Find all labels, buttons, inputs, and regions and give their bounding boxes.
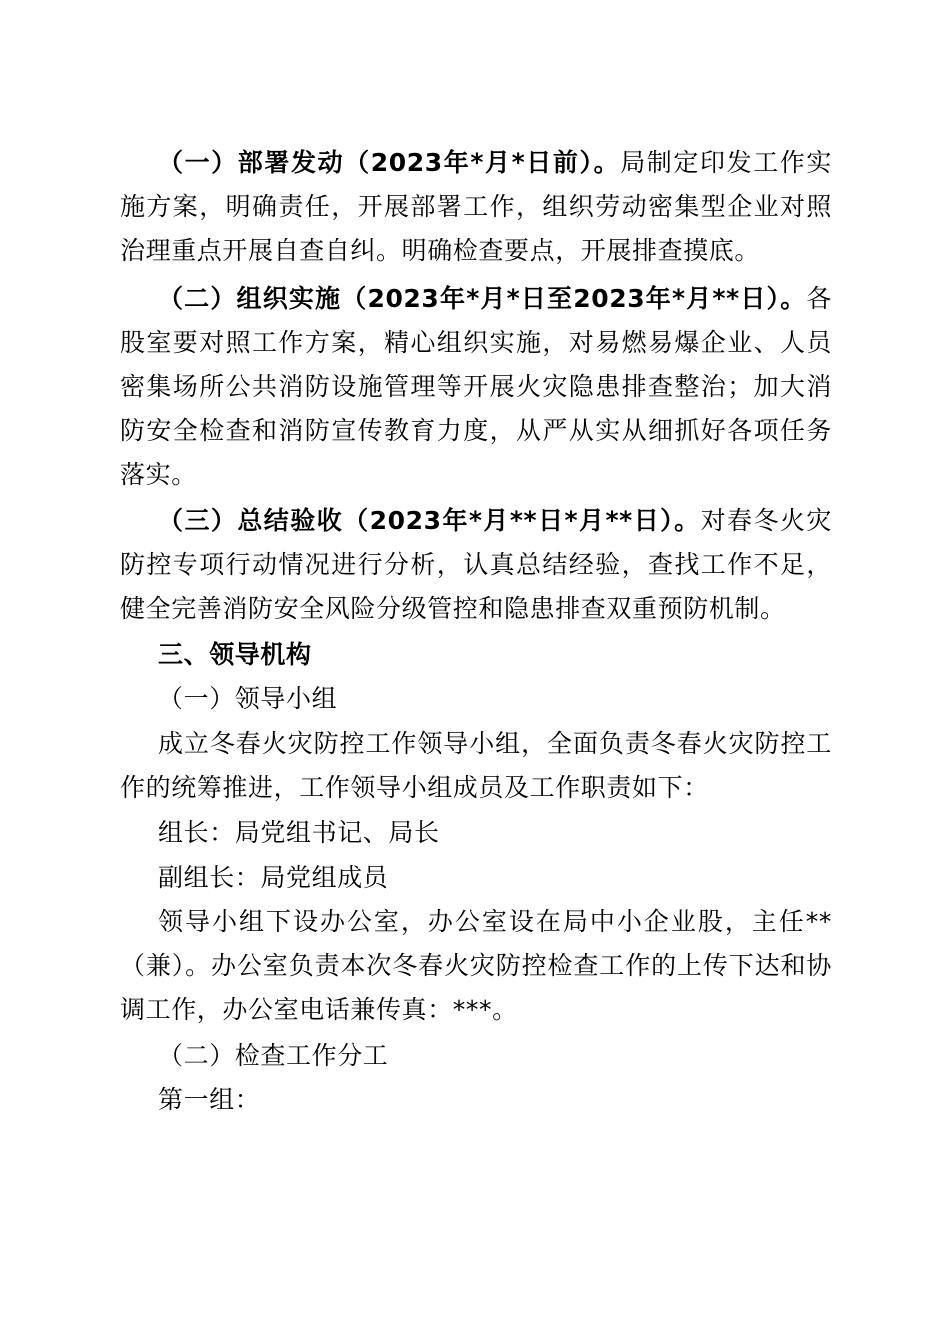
subheading-leading-group: （一）领导小组 bbox=[158, 684, 338, 713]
paragraph-deployment bbox=[120, 141, 832, 273]
paragraph-implementation bbox=[120, 277, 832, 497]
paragraph-lead: （二）组织实施（2023年*月*日至2023年*月**日）。 bbox=[158, 284, 807, 313]
paragraph-body: 各股室要对照工作方案，精心组织实施，对易燃易爆企业、人员密集场所公共消防设施管理等开展火灾隐患排查整治；加大消防安全检查和消防宣传教育力度，从严从实从细抓好各项任务落实。 bbox=[120, 284, 832, 489]
paragraph-body: 局制定印发工作实施方案，明确责任，开展部署工作，组织劳动密集型企业对照治理重点开展自查自纠。明确检查要点，开展排查摸底。 bbox=[120, 148, 832, 265]
paragraph-body: 对春冬火灾防控专项行动情况进行分析，认真总结经验，查找工作不足，健全完善消防安全风险分级管控和隐患排查双重预防机制。 bbox=[120, 506, 832, 623]
section-heading-leadership: 三、领导机构 bbox=[158, 640, 312, 669]
paragraph-lead: （一）部署发动（2023年*月*日前）。 bbox=[158, 148, 621, 177]
paragraph-group-one: 第一组： bbox=[158, 1085, 261, 1114]
subheading-inspection-division: （二）检查工作分工 bbox=[158, 1041, 389, 1070]
paragraph-lead: （三）总结验收（2023年*月**日*月**日）。 bbox=[158, 506, 701, 535]
paragraph-group-leader: 组长：局党组书记、局长 bbox=[158, 818, 440, 847]
paragraph-group-setup: 成立冬春火灾防控工作领导小组，全面负责冬春火灾防控工作的统筹推进，工作领导小组成员及工作职责如下： bbox=[120, 729, 832, 802]
paragraph-office: 领导小组下设办公室，办公室设在局中小企业股，主任**（兼）。办公室负责本次冬春火灾防控检查工作的上传下达和协调工作，办公室电话兼传真：***。 bbox=[120, 907, 832, 1024]
paragraph-deputy-leader: 副组长：局党组成员 bbox=[158, 863, 389, 892]
paragraph-summary bbox=[120, 499, 832, 631]
